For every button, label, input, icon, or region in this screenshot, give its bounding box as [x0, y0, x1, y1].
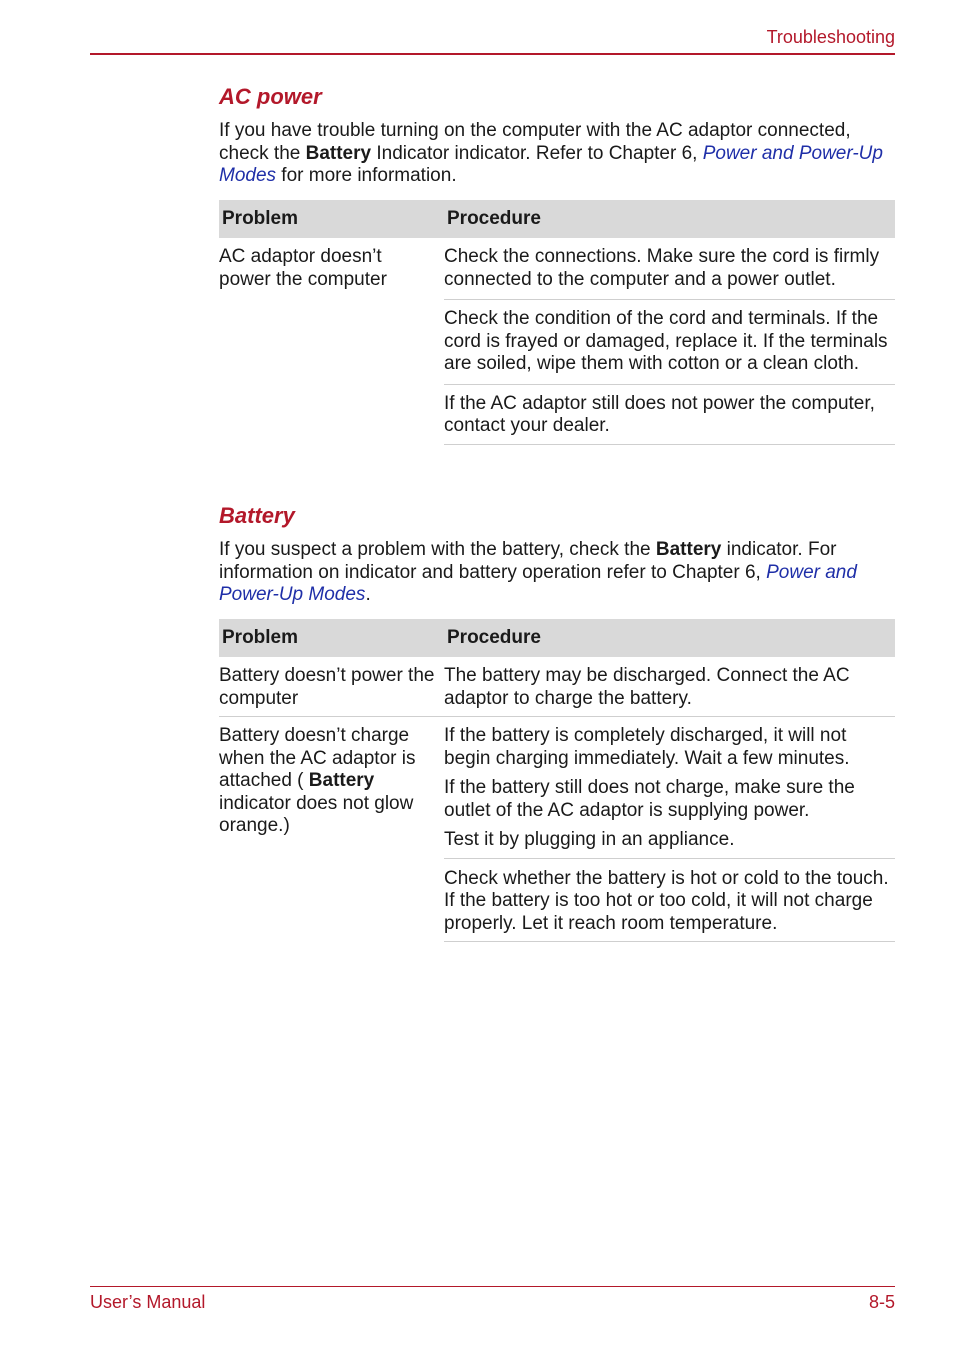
ac-power-heading: AC power	[219, 84, 322, 109]
battery-heading: Battery	[219, 503, 295, 528]
battery-table	[219, 619, 895, 942]
column-header-procedure: Procedure	[447, 626, 541, 648]
procedure-text: If the battery still does not charge, make sure the outlet of the AC adaptor is supplying power.	[444, 777, 855, 821]
column-header-problem: Problem	[222, 207, 299, 229]
procedure-text: Test it by plugging in an appliance.	[444, 829, 735, 850]
procedure-cell	[444, 859, 895, 943]
table-header	[219, 200, 895, 238]
procedure-cell: The battery may be discharged. Connect the AC adaptor to charge the battery.	[444, 665, 850, 709]
procedure-text: Check whether the battery is hot or cold to the touch. If the battery is too hot or too cold, it will not charge properly. Let it reach room temperature.	[444, 867, 889, 934]
footer-rule	[90, 1286, 895, 1287]
problem-cell	[219, 717, 444, 942]
procedure-text: Check the connections. Make sure the cord is firmly connected to the computer and a power outlet.	[444, 246, 880, 290]
table-row	[219, 717, 895, 942]
column-header-procedure: Procedure	[447, 207, 541, 229]
footer-manual-title: User’s Manual	[90, 1292, 206, 1312]
power-modes-link[interactable]: Power and Power-Up Modes	[219, 561, 857, 605]
problem-text-2: indicator does not glow orange.)	[219, 792, 414, 836]
battery-intro-text-2: indicator. For information on indicator and battery operation refer to Chapter 6,	[219, 539, 837, 583]
procedure-list	[444, 717, 895, 942]
procedure-text: Check the condition of the cord and terminals. If the cord is frayed or damaged, replace it. If the terminals are soiled, wipe them with cotton or a clean cloth.	[444, 308, 888, 374]
problem-cell: AC adaptor doesn’t power the computer	[219, 246, 387, 290]
battery-intro	[219, 539, 895, 607]
procedure-text: If the AC adaptor still does not power the computer, contact your dealer.	[444, 392, 875, 436]
problem-cell: Battery doesn’t power the computer	[219, 665, 435, 709]
procedure-cell	[444, 385, 895, 445]
power-modes-link[interactable]: Power and Power-Up Modes	[219, 142, 883, 186]
ac-power-intro-bold: Battery	[305, 142, 372, 164]
battery-intro-bold: Battery	[655, 539, 722, 560]
battery-intro-text: If you suspect a problem with the battery, check the	[219, 539, 656, 560]
running-header: Troubleshooting	[766, 27, 895, 47]
ac-power-intro-text: If you have trouble turning on the computer with the AC adaptor connected, check the	[219, 120, 851, 164]
ac-power-intro-text-3: for more information.	[276, 165, 457, 186]
table-row	[219, 657, 895, 717]
ac-power-table	[219, 200, 895, 445]
battery-intro-text-3: .	[365, 584, 371, 605]
table-row	[219, 238, 895, 445]
page-number: 8-5	[868, 1292, 895, 1312]
table-header	[219, 619, 895, 657]
header-rule	[90, 53, 895, 55]
column-header-problem: Problem	[222, 626, 299, 648]
problem-bold: Battery	[308, 770, 375, 791]
problem-text: Battery doesn’t charge when the AC adaptor is attached (	[219, 725, 416, 791]
procedure-cell	[444, 300, 895, 385]
procedure-cell	[444, 238, 895, 300]
ac-power-intro	[219, 120, 895, 188]
ac-power-intro-text-2: Indicator indicator. Refer to Chapter 6,	[371, 142, 703, 164]
procedure-list	[444, 238, 895, 445]
procedure-text: If the battery is completely discharged, it will not begin charging immediately. Wait a few minutes.	[444, 725, 850, 769]
procedure-cell	[444, 717, 895, 859]
